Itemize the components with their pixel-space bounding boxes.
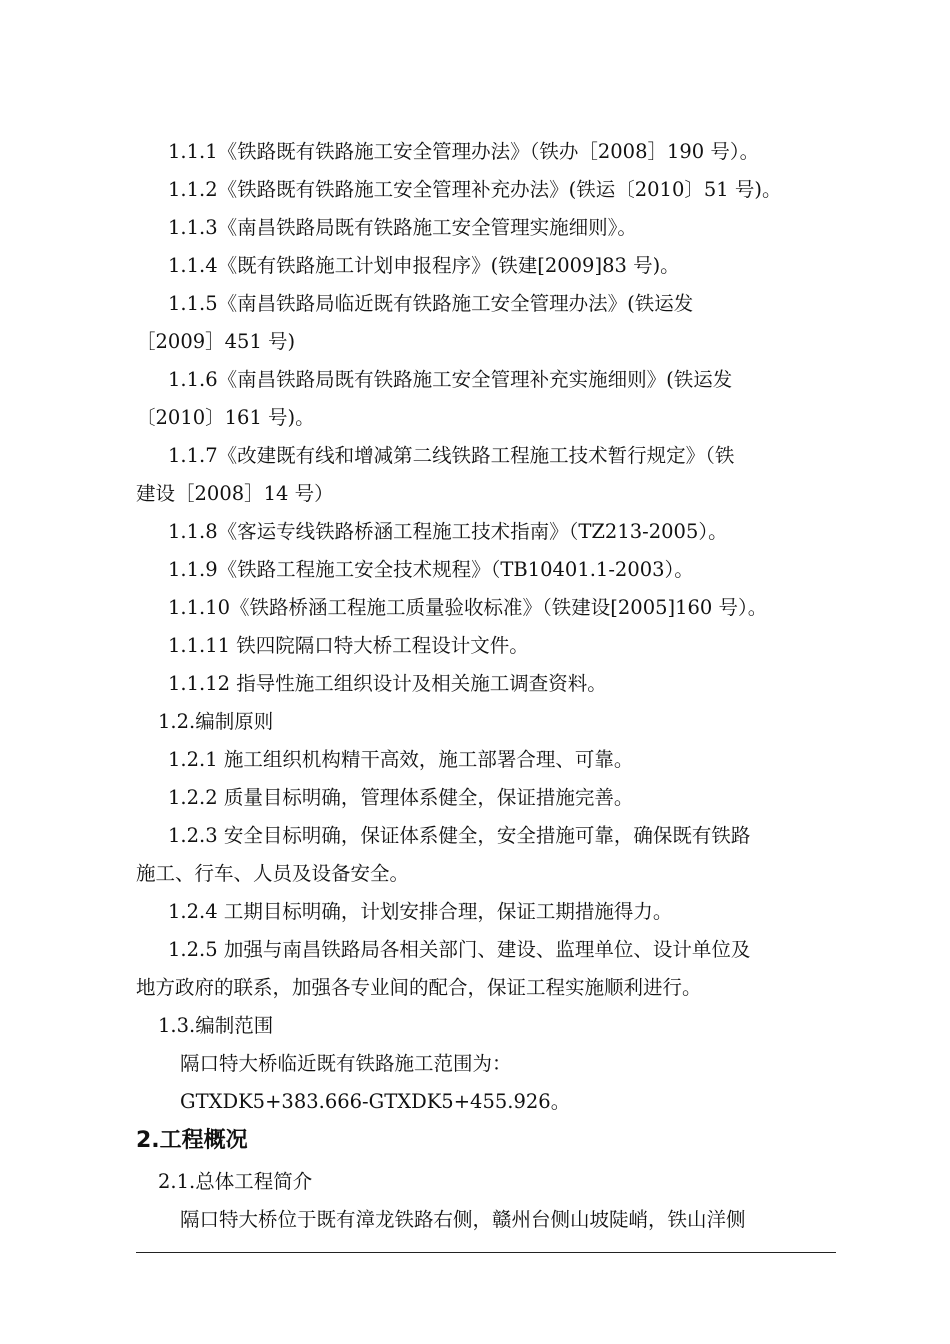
overview-paragraph: 隔口特大桥位于既有漳龙铁路右侧，赣州台侧山坡陡峭，铁山洋侧 [180,1208,746,1231]
clause-1-1-2: 1.1.2《铁路既有铁路施工安全管理补充办法》(铁运〔2010〕51 号)。 [168,178,782,201]
section-1-3-heading: 1.3.编制范围 [158,1014,274,1037]
clause-1-1-10: 1.1.10《铁路桥涵工程施工质量验收标准》（铁建设[2005]160 号）。 [168,596,768,619]
clause-1-1-6: 1.1.6《南昌铁路局既有铁路施工安全管理补充实施细则》(铁运发 [168,368,733,391]
footer-rule [136,1252,836,1253]
clause-1-2-2: 1.2.2 质量目标明确，管理体系健全，保证措施完善。 [168,786,634,809]
section-1-2-heading: 1.2.编制原则 [158,710,274,733]
clause-1-2-5-continued: 地方政府的联系，加强各专业间的配合，保证工程实施顺利进行。 [136,976,702,999]
clause-1-1-4: 1.1.4《既有铁路施工计划申报程序》(铁建[2009]83 号)。 [168,254,680,277]
clause-1-1-3: 1.1.3《南昌铁路局既有铁路施工安全管理实施细则》。 [168,216,637,239]
clause-1-1-5-continued: ［2009］451 号) [136,330,296,353]
clause-1-2-3-continued: 施工、行车、人员及设备安全。 [136,862,410,885]
clause-1-1-8: 1.1.8《客运专线铁路桥涵工程施工技术指南》（TZ213-2005）。 [168,520,728,543]
clause-1-2-5: 1.2.5 加强与南昌铁路局各相关部门、建设、监理单位、设计单位及 [168,938,751,961]
clause-1-1-7-continued: 建设［2008］14 号） [136,482,334,505]
clause-1-1-6-continued: 〔2010〕161 号)。 [136,406,315,429]
clause-1-1-1: 1.1.1《铁路既有铁路施工安全管理办法》（铁办［2008］190 号）。 [168,140,760,163]
clause-1-1-12: 1.1.12 指导性施工组织设计及相关施工调查资料。 [168,672,607,695]
clause-1-2-1: 1.2.1 施工组织机构精干高效，施工部署合理、可靠。 [168,748,634,771]
scope-range: GTXDK5+383.666-GTXDK5+455.926。 [180,1090,571,1113]
chapter-2-heading: 2.工程概况 [136,1128,248,1153]
clause-1-2-4: 1.2.4 工期目标明确，计划安排合理，保证工期措施得力。 [168,900,673,923]
clause-1-2-3: 1.2.3 安全目标明确，保证体系健全，安全措施可靠，确保既有铁路 [168,824,751,847]
clause-1-1-7: 1.1.7《改建既有线和增减第二线铁路工程施工技术暂行规定》（铁 [168,444,735,467]
clause-1-1-11: 1.1.11 铁四院隔口特大桥工程设计文件。 [168,634,529,657]
clause-1-1-5: 1.1.5《南昌铁路局临近既有铁路施工安全管理办法》(铁运发 [168,292,694,315]
scope-intro: 隔口特大桥临近既有铁路施工范围为： [180,1052,512,1075]
section-2-1-heading: 2.1.总体工程简介 [158,1170,313,1193]
clause-1-1-9: 1.1.9《铁路工程施工安全技术规程》（TB10401.1-2003）。 [168,558,694,581]
